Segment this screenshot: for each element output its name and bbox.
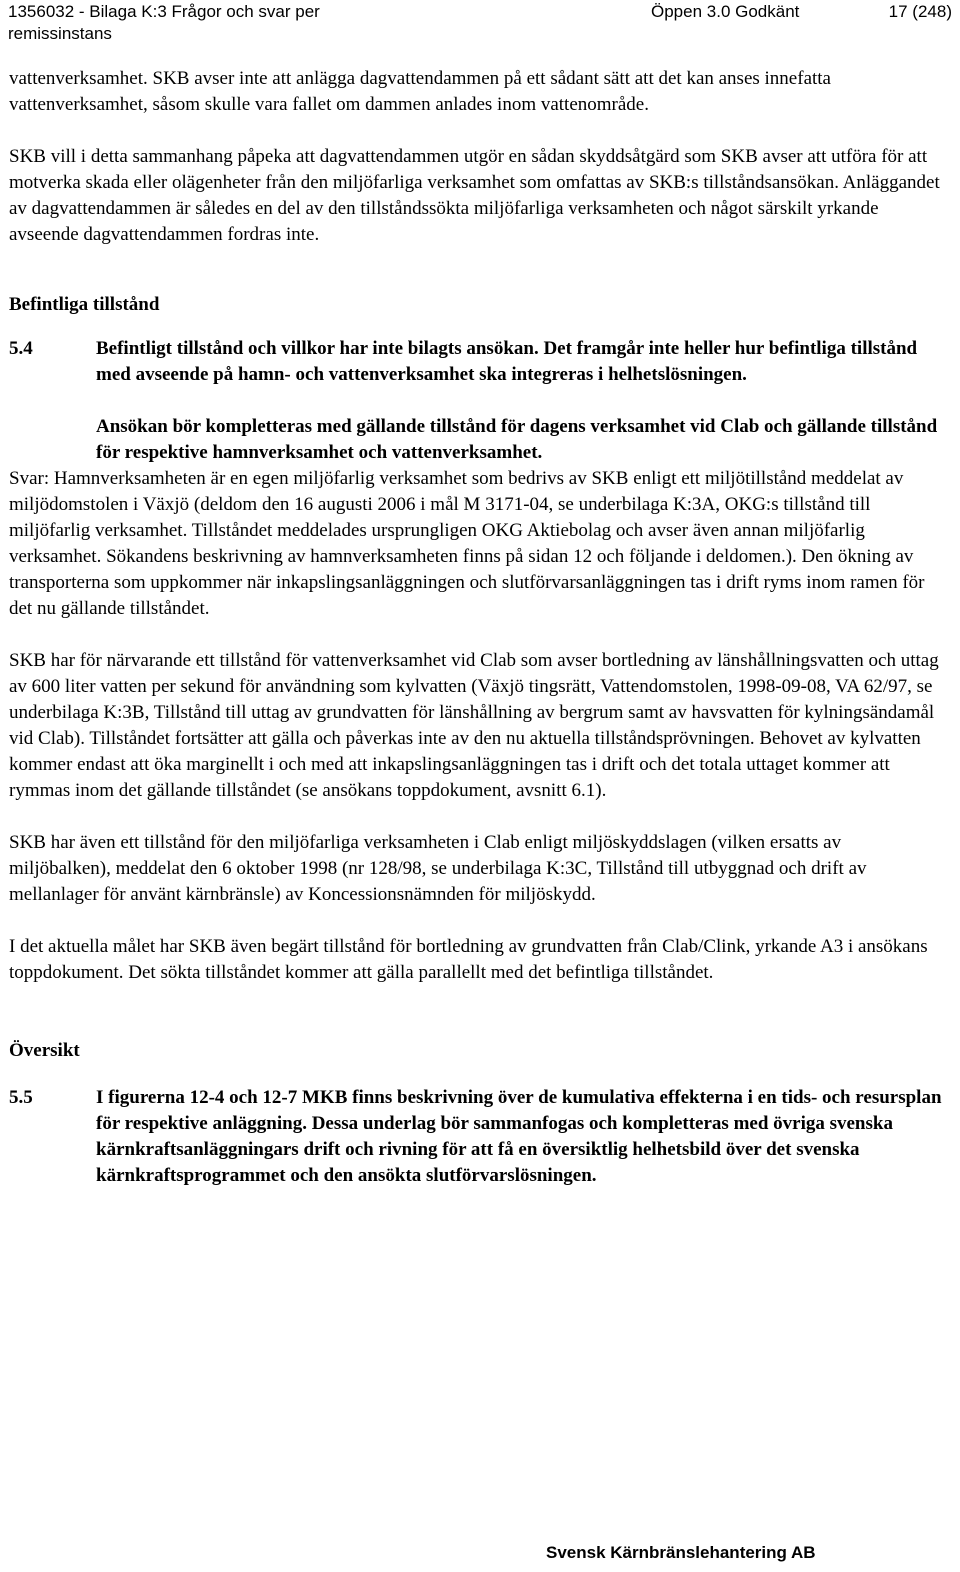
paragraph: SKB vill i detta sammanhang påpeka att dagvattendammen utgör en sådan skyddsåtgärd som SKB avser att utföra för att motverka skada eller olägenheter från den miljöfarliga verksamhet som omfattas av SKB:s tillståndsansökan. Anläggandet av dagvattendammen är således en del av den tillståndssökta miljöfarliga verksamheten och något särskilt yrkande avseende dagvattendammen fordras inte. [9, 146, 940, 245]
question-number: 5.4 [9, 338, 33, 359]
question-paragraph: I figurerna 12-4 och 12-7 MKB finns beskrivning över de kumulativa effekterna i en tids- och resursplan för respektive anläggning. Dessa underlag bör sammanfogas och kompletteras med övriga svenska kärnkraftsanläggningars drift och rivning för att få en översiktlig helhetsbild över det svenska kärnkraftsprogrammet och den ansökta slutförvarslösningen. [96, 1087, 942, 1186]
paragraph: SKB har för närvarande ett tillstånd för vattenverksamhet vid Clab som avser bortledning av länshållningsvatten och uttag av 600 liter vatten per sekund för användning som kylvatten (Växjö tingsrätt, Vattendomstolen, 1998-09-08, VA 62/97, se underbilaga K:3B, Tillstånd till uttag av grundvatten för länshållning av bergrum samt av havsvatten för kylningsändamål vid Clab). Tillståndet fortsätter att gälla och påverkas inte av den nu aktuella tillståndsprövningen. Behovet av kylvatten kommer endast att öka marginellt i och med att inkapslingsanläggningen tas i drift och det totala uttaget kommer att rymmas inom det gällande tillståndet (se ansökans toppdokument, avsnitt 6.1). [9, 650, 939, 801]
paragraph: SKB har även ett tillstånd för den miljöfarliga verksamheten i Clab enligt miljöskyddslagen (vilken ersatts av miljöbalken), meddelat den 6 oktober 1998 (nr 128/98, se underbilaga K:3C, Tillstånd till utbyggnad och drift av mellanlager för använt kärnbränsle) av Koncessionsnämnden för miljöskydd. [9, 832, 867, 905]
question-item-5-4 [9, 336, 945, 466]
section-heading-oversikt: Översikt [9, 1040, 80, 1061]
question-paragraph: Befintligt tillstånd och villkor har inte bilagts ansökan. Det framgår inte heller hur befintliga tillstånd med avseende på hamn- och vattenverksamhet ska integreras i helhetslösningen. [96, 338, 918, 385]
footer-company: Svensk Kärnbränslehantering AB [546, 1543, 816, 1562]
document-title: 1356032 - Bilaga K:3 Frågor och svar per remissinstans [8, 2, 320, 43]
answer-text: : Hamnverksamheten är en egen miljöfarlig verksamhet som bedrivs av SKB enligt ett miljötillstånd meddelat av miljödomstolen i Växjö (deldom den 16 augusti 2006 i mål M 3171-04, se underbilaga K:3A, OKG:s tillstånd till miljöfarlig verksamhet. Tillståndet meddelades ursprungligen OKG Aktiebolag och avser även annan miljöfarlig verksamhet. Sökandens beskrivning av hamnverksamheten finns på sidan 12 och följande i deldomen.). Den ökning av transporterna som uppkommer när inkapslingsanläggningen och slutförvarsanläggningen tas i drift ryms inom ramen för det nu gällande tillståndet. [9, 468, 925, 619]
question-paragraph: Ansökan bör kompletteras med gällande tillstånd för dagens verksamhet vid Clab och gällande tillstånd för respektive hamnverksamhet och vattenverksamhet. [96, 416, 938, 463]
page-number: 17 (248) [888, 2, 952, 21]
paragraph: vattenverksamhet. SKB avser inte att anlägga dagvattendammen på ett sådant sätt att det kan anses innefatta vattenverksamhet, såsom skulle vara fallet om dammen anlades inom vattenområde. [9, 68, 831, 115]
question-text [96, 1085, 945, 1189]
document-body [9, 66, 945, 1189]
question-text [96, 336, 945, 466]
document-status: Öppen 3.0 Godkänt [651, 2, 800, 21]
question-number: 5.5 [9, 1087, 33, 1108]
question-item-5-5 [9, 1085, 945, 1189]
answer-paragraph [9, 466, 945, 622]
section-heading-befintliga-tillstand: Befintliga tillstånd [9, 294, 160, 315]
paragraph: I det aktuella målet har SKB även begärt tillstånd för bortledning av grundvatten från Clab/Clink, yrkande A3 i ansökans toppdokument. Det sökta tillståndet kommer att gälla parallellt med det befintliga tillståndet. [9, 936, 928, 983]
answer-label: Svar [9, 468, 44, 489]
